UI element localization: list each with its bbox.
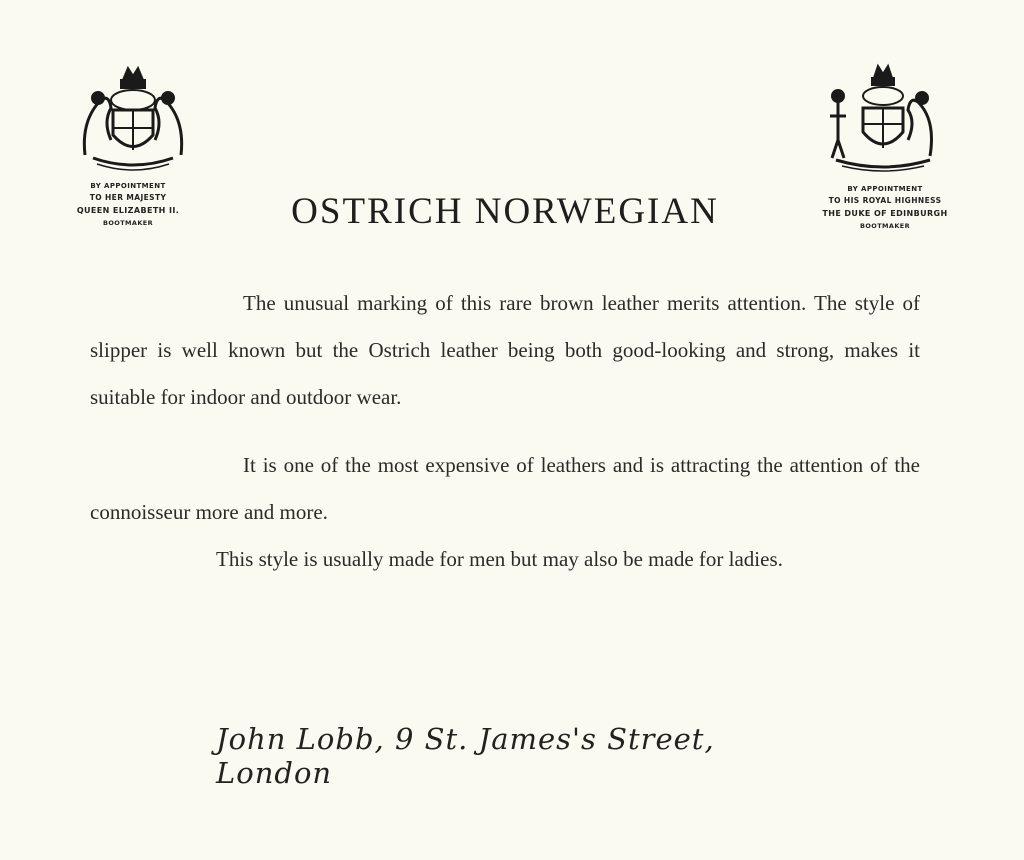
paragraph-3: This style is usually made for men but may also be made for ladies. xyxy=(216,547,783,571)
right-royal-warrant xyxy=(810,183,960,232)
right-warrant-line-1: BY APPOINTMENT xyxy=(847,185,923,193)
signature-address: John Lobb, 9 St. James's Street, London xyxy=(216,722,715,790)
left-royal-warrant xyxy=(58,180,198,229)
paragraph-1: The unusual marking of this rare brown leather merits attention. The style of slipper is well known but the Ostrich leather being both good-looking and strong, makes it suitable for indoor and outdoor wear. xyxy=(90,291,920,409)
left-warrant-line-3: QUEEN ELIZABETH II. xyxy=(76,206,180,215)
document-body xyxy=(90,280,920,583)
right-warrant-line-4: BOOTMAKER xyxy=(859,222,911,230)
duke-of-edinburgh-arms-icon xyxy=(818,60,948,175)
document-title: OSTRICH NORWEGIAN xyxy=(291,191,719,232)
left-warrant-line-2: TO HER MAJESTY xyxy=(89,193,167,202)
paragraph-2: It is one of the most expensive of leathers and is attracting the attention of the connoisseur more and more. xyxy=(90,453,920,524)
left-warrant-line-1: BY APPOINTMENT xyxy=(90,182,166,190)
left-warrant-line-4: BOOTMAKER xyxy=(102,219,154,227)
right-warrant-line-3: THE DUKE OF EDINBURGH xyxy=(822,209,948,218)
royal-coat-of-arms-icon xyxy=(68,60,198,175)
right-warrant-line-2: TO HIS ROYAL HIGHNESS xyxy=(828,196,942,205)
